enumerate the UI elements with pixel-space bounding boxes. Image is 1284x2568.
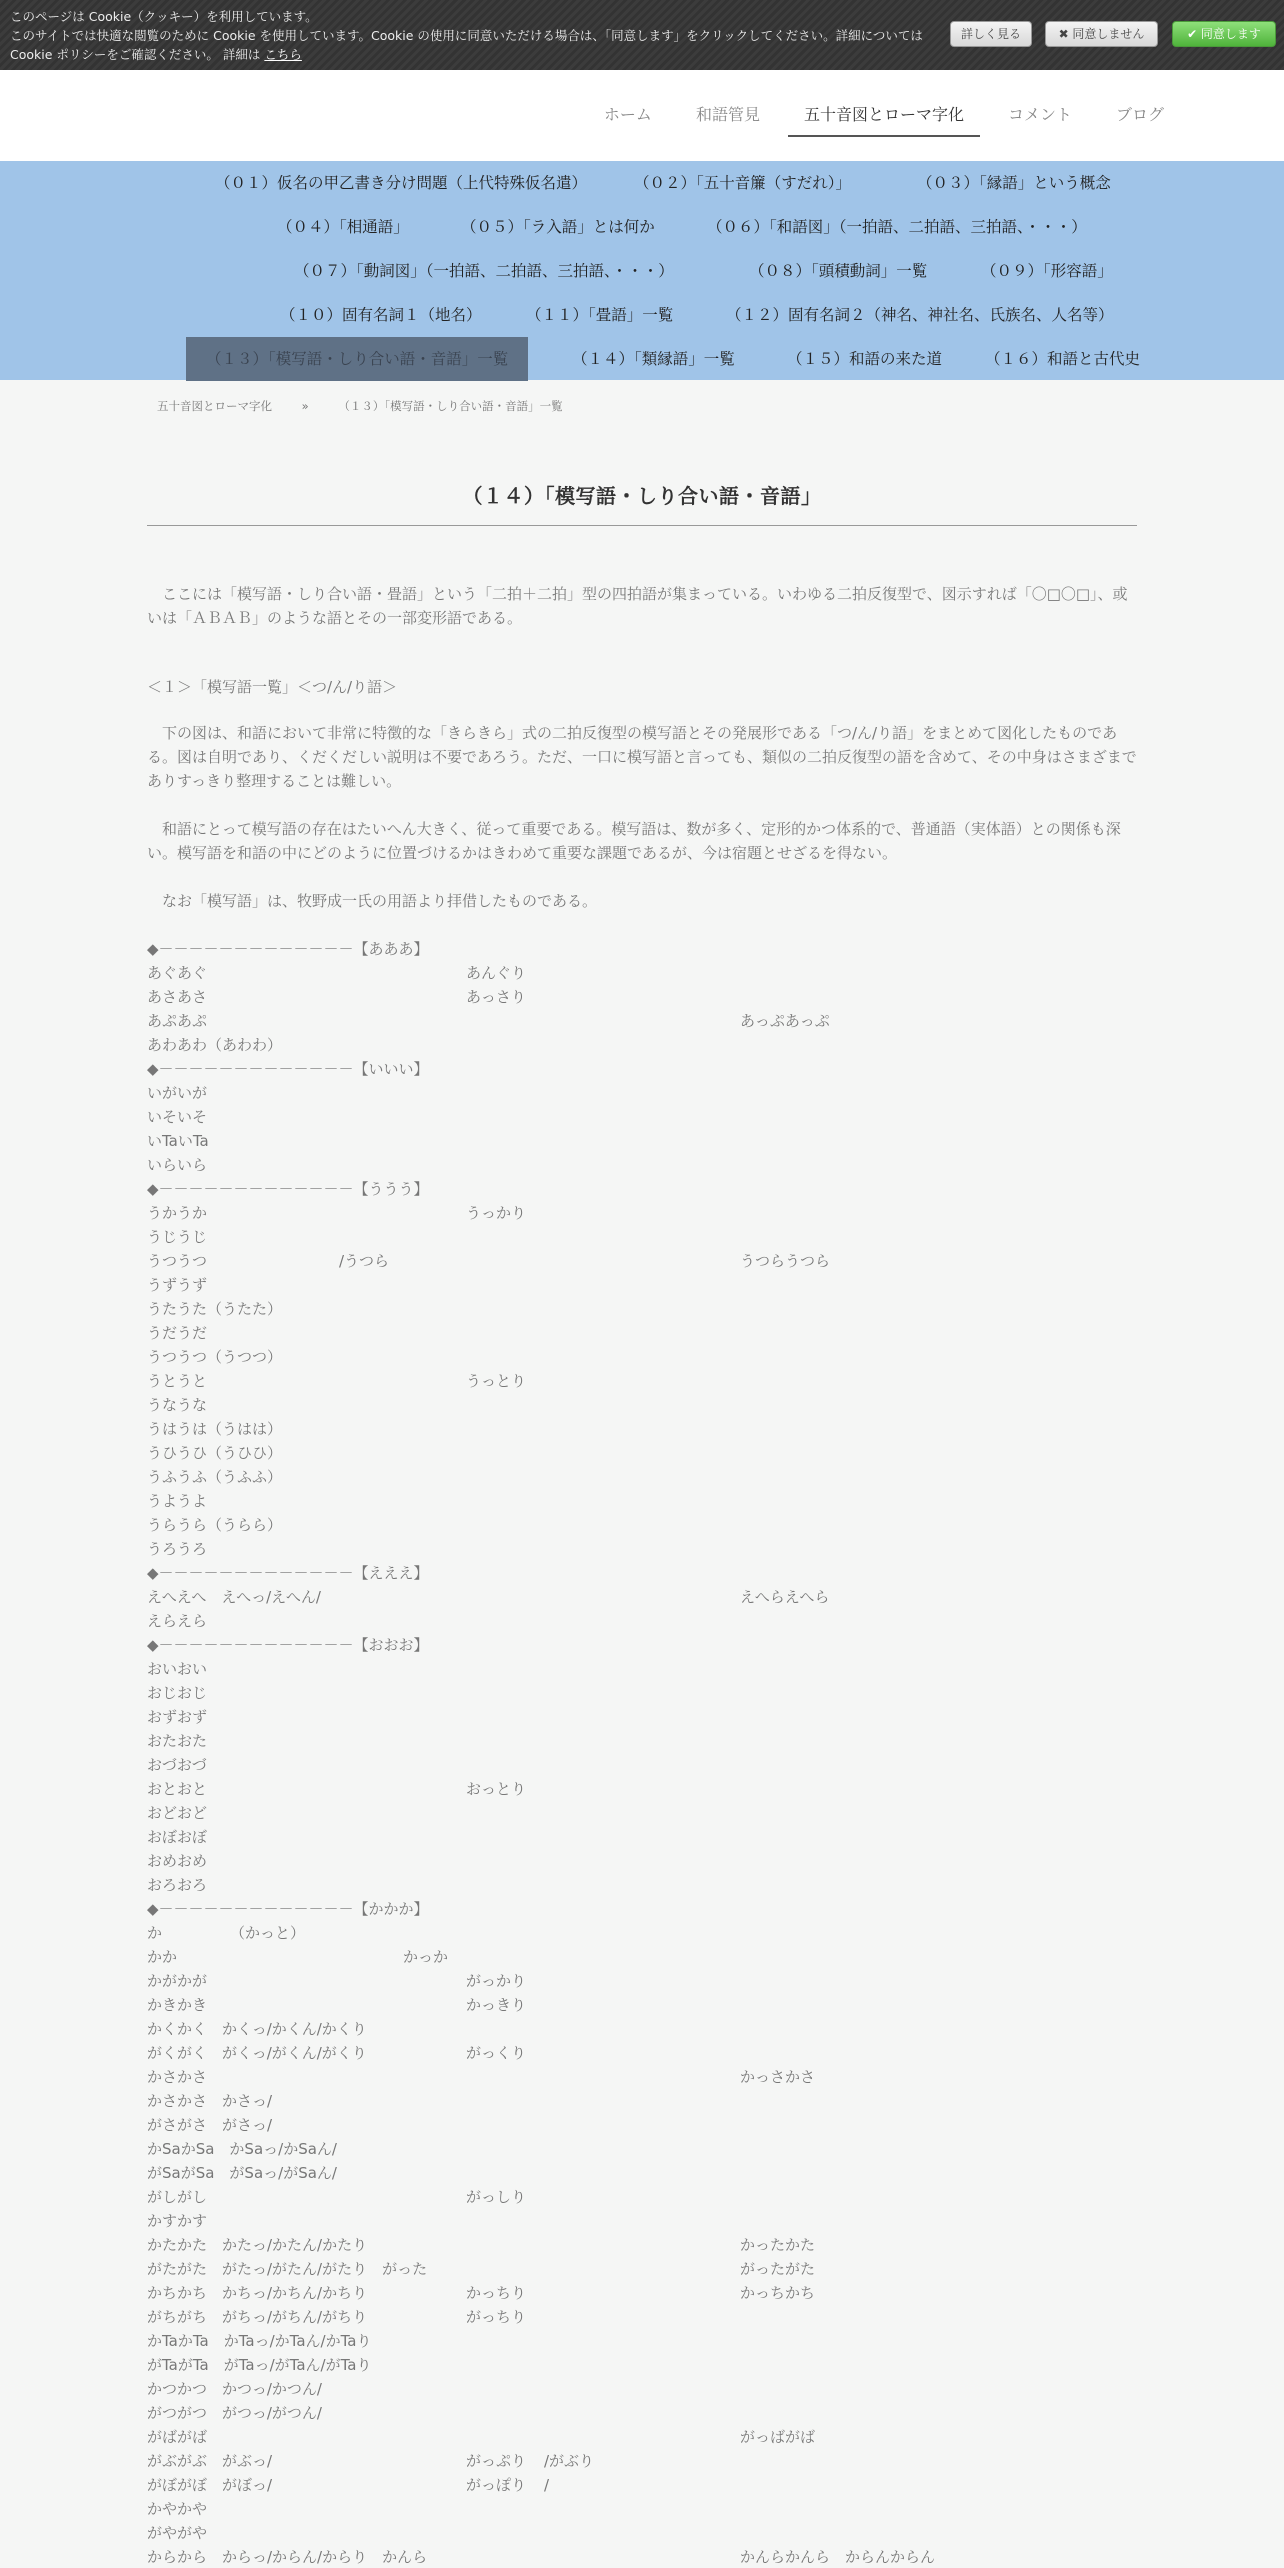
subnav-item-15[interactable]: （１５）和語の来た道 (787, 350, 943, 368)
word-row (147, 1825, 1137, 1849)
word-row (147, 2065, 1137, 2089)
word-row (147, 1297, 1137, 1321)
nav-comment[interactable]: コメント (1007, 105, 1072, 124)
nav-gojuon[interactable]: 五十音図とローマ字化 (788, 103, 980, 137)
word-group-header: ◆－－－－－－－－－－－－－【いいい】 (147, 1060, 429, 1078)
word-row (147, 1321, 1137, 1345)
word-entry: かきかき (147, 1996, 208, 2014)
word-entry: （かっと） (230, 1924, 306, 1942)
word-entry: がSaがSa がSaっ/がSaん/ (147, 2164, 337, 2182)
word-row (147, 1441, 1137, 1465)
word-entry: がやがや (147, 2524, 208, 2542)
word-entry: がっぷり (466, 2452, 527, 2470)
word-entry: えへらえへら (740, 1588, 830, 1606)
word-entry: おとおと (147, 1780, 208, 1798)
word-entry: うろうろ (147, 1540, 208, 1558)
sub-nav (0, 161, 1284, 380)
word-row (147, 2113, 1137, 2137)
word-row (147, 1729, 1137, 1753)
word-entry: いがいが (147, 1084, 208, 1102)
word-entry: あさあさ (147, 988, 208, 1006)
word-entry: おぼおぼ (147, 1828, 208, 1846)
subnav-item-04[interactable]: （０４）「相通語」 (277, 218, 409, 236)
nav-blog[interactable]: ブログ (1115, 105, 1164, 124)
word-entry: あっぷあっぷ (740, 1012, 830, 1030)
word-row (147, 937, 1137, 961)
word-entry: あぐあぐ (147, 964, 208, 982)
word-row (147, 1273, 1137, 1297)
word-row (147, 1369, 1137, 1393)
word-entry: がぶがぶ がぶっ/ (147, 2452, 273, 2470)
intro-paragraph: ここには「模写語・しり合い語・畳語」という「二拍＋二拍」型の四拍語が集まっている。いわゆる二拍反復型で、図示すれば「〇□〇□」、或いは「ＡＢＡＢ」のような語とその一部変形語である。 (147, 585, 1128, 627)
word-entry: おどおど (147, 1804, 208, 1822)
subnav-item-09[interactable]: （０９）「形容語」 (981, 262, 1113, 280)
word-entry: かっちり (466, 2284, 527, 2302)
word-row (147, 2545, 1137, 2568)
word-entry: おっとり (466, 1780, 527, 1798)
word-row (147, 2521, 1137, 2545)
word-row (147, 1633, 1137, 1657)
word-row (147, 1513, 1137, 1537)
word-row (147, 1969, 1137, 1993)
subnav-item-05[interactable]: （０５）「ラ入語」とは何か (461, 218, 655, 236)
word-entry: がったがた (740, 2260, 816, 2278)
word-row (147, 1705, 1137, 1729)
word-entry: あわあわ（あわわ） (147, 1036, 283, 1054)
word-row (147, 2377, 1137, 2401)
subnav-item-11[interactable]: （１１）「畳語」一覧 (526, 306, 674, 324)
word-row (147, 1105, 1137, 1129)
nav-home[interactable]: ホーム (603, 105, 652, 124)
word-row (147, 1777, 1137, 1801)
subnav-item-03[interactable]: （０３）「縁語」という概念 (917, 174, 1111, 192)
word-row (147, 1201, 1137, 1225)
word-row (147, 2329, 1137, 2353)
word-entry: がぼがぼ がぼっ/ (147, 2476, 273, 2494)
word-entry: あんぐり (466, 964, 527, 982)
word-row (147, 1849, 1137, 1873)
site-header (0, 70, 1284, 161)
word-entry: がっばがば (740, 2428, 816, 2446)
word-row (147, 2017, 1137, 2041)
word-entry: おめおめ (147, 1852, 208, 1870)
word-row (147, 1177, 1137, 1201)
word-row (147, 961, 1137, 985)
word-entry: うかうか (147, 1204, 208, 1222)
word-entry: がつがつ がつっ/がつん/ (147, 2404, 322, 2422)
word-entry: かたかた かたっ/かたん/かたり (147, 2236, 368, 2254)
word-entry: がたがた がたっ/がたん/がたり がった (147, 2260, 428, 2278)
word-row (147, 1417, 1137, 1441)
word-row (147, 1585, 1137, 1609)
section-heading: ＜１＞「模写語一覧」＜つ/ん/り語＞ (147, 678, 398, 696)
word-row (147, 1897, 1137, 1921)
word-entry: がっくり (466, 2044, 527, 2062)
word-row (147, 1153, 1137, 1177)
word-entry: からから からっ/からん/からり かんら (147, 2548, 428, 2566)
word-row (147, 1129, 1137, 1153)
word-entry: がさがさ がさっ/ (147, 2116, 273, 2134)
word-entry: かか (147, 1948, 178, 1966)
word-entry: かんらかんら からんからん (740, 2548, 936, 2566)
word-row (147, 1345, 1137, 1369)
word-row (147, 2425, 1137, 2449)
breadcrumb-parent[interactable]: 五十音図とローマ字化 (157, 399, 272, 413)
breadcrumb-separator: » (301, 399, 309, 413)
word-row (147, 1033, 1137, 1057)
word-entry: かっきり (466, 1996, 527, 2014)
word-row (147, 1465, 1137, 1489)
cookie-bar (0, 0, 1284, 70)
subnav-item-12[interactable]: （１２）固有名詞２（神名、神社名、氏族名、人名等） (726, 306, 1114, 324)
subnav-item-01[interactable]: （０１）仮名の甲乙書き分け問題（上代特殊仮名遣） (215, 174, 588, 192)
word-entry: うふうふ（うふふ） (147, 1468, 283, 1486)
word-row (147, 2353, 1137, 2377)
word-row (147, 1537, 1137, 1561)
word-entry: かっさかさ (740, 2068, 816, 2086)
word-row (147, 1057, 1137, 1081)
word-entry: かっか (403, 1948, 449, 1966)
word-entry: おたおた (147, 1732, 208, 1750)
subnav-item-14[interactable]: （１４）「類縁語」一覧 (572, 350, 735, 368)
word-entry: がっかり (466, 1972, 527, 1990)
word-entry: がっぽり (466, 2476, 527, 2494)
word-group-header: ◆－－－－－－－－－－－－－【あああ】 (147, 940, 429, 958)
word-entry: かがかが (147, 1972, 208, 1990)
word-entry: かTaかTa かTaっ/かTaん/かTaり (147, 2332, 372, 2350)
word-entry: うっかり (466, 1204, 527, 1222)
word-row (147, 2185, 1137, 2209)
word-row (147, 1801, 1137, 1825)
breadcrumb (157, 398, 589, 414)
word-entry: うらうら（うらら） (147, 1516, 283, 1534)
word-entry: あぷあぷ (147, 1012, 208, 1030)
cookie-agree-button[interactable]: ✔ 同意します (1172, 21, 1276, 47)
word-row (147, 1873, 1137, 1897)
word-entry: うつらうつら (740, 1252, 831, 1270)
cookie-text (10, 7, 940, 64)
word-row (147, 2089, 1137, 2113)
word-entry: かちかち かちっ/かちん/かちり (147, 2284, 368, 2302)
cookie-decline-button[interactable]: ✖ 同意しません (1045, 21, 1158, 47)
word-row (147, 2449, 1137, 2473)
word-entry: かっちかち (740, 2284, 816, 2302)
cookie-line2 (10, 26, 940, 64)
cookie-line1: このページは Cookie（クッキー）を利用しています。 (10, 9, 318, 24)
word-entry: がっちり (466, 2308, 527, 2326)
word-entry: うひうひ（うひひ） (147, 1444, 283, 1462)
word-row (147, 2257, 1137, 2281)
word-row (147, 1945, 1137, 1969)
word-entry: がっしり (466, 2188, 527, 2206)
word-list (147, 937, 1137, 2568)
word-entry: かSaかSa かSaっ/かSaん/ (147, 2140, 337, 2158)
word-group-header: ◆－－－－－－－－－－－－－【えええ】 (147, 1564, 429, 1582)
subnav-item-08[interactable]: （０８）「頭積動詞」一覧 (749, 262, 928, 280)
word-entry: がくがく がくっ/がくん/がくり (147, 2044, 367, 2062)
word-row (147, 1249, 1137, 1273)
word-entry: おいおい (147, 1660, 208, 1678)
word-entry: がしがし (147, 2188, 208, 2206)
word-entry: かやかや (147, 2500, 208, 2518)
word-group-header: ◆－－－－－－－－－－－－－【ううう】 (147, 1180, 429, 1198)
word-entry: うつうつ (147, 1252, 208, 1270)
word-entry: いらいら (147, 1156, 208, 1174)
subnav-item-02[interactable]: （０２）「五十音簾（すだれ）」 (634, 174, 852, 192)
word-row (147, 2161, 1137, 2185)
subnav-item-16[interactable]: （１６）和語と古代史 (985, 350, 1141, 368)
word-row (147, 2305, 1137, 2329)
cookie-line2-text: このサイトでは快適な閲覧のために Cookie を使用しています。Cookie の使用に同意いただける場合は、「同意します」をクリックしてください。詳細については Cookie ポリシーをご確認ください。 詳細は (10, 28, 923, 62)
word-entry: / (544, 2476, 550, 2494)
word-entry: がTaがTa がTaっ/がTaん/がTaり (147, 2356, 372, 2374)
word-row (147, 1081, 1137, 1105)
word-row (147, 1753, 1137, 1777)
word-entry: うたうた（うたた） (147, 1300, 283, 1318)
word-entry: えらえら (147, 1612, 208, 1630)
word-entry: /うつら (339, 1252, 390, 1270)
word-row (147, 1681, 1137, 1705)
word-row (147, 1489, 1137, 1513)
word-entry: かくかく かくっ/かくん/かくり (147, 2020, 367, 2038)
body-paragraph-2: 和語にとって模写語の存在はたいへん大きく、従って重要である。模写語は、数が多く、定形的かつ体系的で、普通語（実体語）との関係も深い。模写語を和語の中にどのように位置づけるかはきわめて重要な課題であるが、今は宿題とせざるを得ない。 (147, 820, 1121, 862)
word-row (147, 1657, 1137, 1681)
word-entry: えへえへ えへっ/えへん/ (147, 1588, 321, 1606)
word-entry: あっさり (466, 988, 526, 1006)
breadcrumb-current: （１３）「模写語・しり合い語・音語」一覧 (338, 399, 563, 413)
word-entry: うはうは（うはは） (147, 1420, 283, 1438)
word-entry: かつかつ かつっ/かつん/ (147, 2380, 322, 2398)
word-entry: か (147, 1924, 163, 1942)
word-row (147, 2401, 1137, 2425)
word-group-header: ◆－－－－－－－－－－－－－【おおお】 (147, 1636, 429, 1654)
word-row (147, 2281, 1137, 2305)
word-row (147, 2209, 1137, 2233)
subnav-item-06[interactable]: （０６）「和語図」（一拍語、二拍語、三拍語、・・・） (707, 218, 1087, 236)
word-row (147, 1393, 1137, 1417)
body-paragraph-1: 下の図は、和語において非常に特徴的な「きらきら」式の二拍反復型の模写語とその発展形である「つ/ん/り語」をまとめて図化したものである。図は自明であり、くだくだしい説明は不要であろう。ただ、一口に模写語と言っても、類似の二拍反復型の語を含めて、その中身はさまざまでありすっきり整理することは難しい。 (147, 724, 1137, 790)
word-row (147, 1225, 1137, 1249)
word-row (147, 2137, 1137, 2161)
word-row (147, 1009, 1137, 1033)
word-entry: おろおろ (147, 1876, 208, 1894)
word-entry: うようよ (147, 1492, 208, 1510)
word-entry: うとうと (147, 1372, 208, 1390)
word-row (147, 2473, 1137, 2497)
word-entry: がちがち がちっ/がちん/がちり (147, 2308, 368, 2326)
page-title: （１４）「模写語・しり合い語・音語」 (147, 480, 1137, 526)
main-content (147, 480, 1137, 2568)
word-entry: がばがば (147, 2428, 208, 2446)
word-row (147, 1993, 1137, 2017)
word-entry: いTaいTa (147, 1132, 209, 1150)
word-entry: /がぶり (544, 2452, 595, 2470)
word-row (147, 1609, 1137, 1633)
word-entry: うずうず (147, 1276, 208, 1294)
word-entry: おづおづ (147, 1756, 207, 1774)
body-paragraph-3: なお「模写語」は、牧野成一氏の用語より拝借したものである。 (162, 892, 598, 910)
word-entry: かすかす (147, 2212, 208, 2230)
word-entry: かさかさ (147, 2068, 208, 2086)
main-nav (576, 103, 1180, 137)
word-row (147, 2233, 1137, 2257)
word-row (147, 1921, 1137, 1945)
word-entry: かさかさ かさっ/ (147, 2092, 273, 2110)
word-entry: うじうじ (147, 1228, 208, 1246)
word-entry: いそいそ (147, 1108, 208, 1126)
cookie-more-button[interactable]: 詳しく見る (950, 21, 1032, 47)
cookie-policy-link[interactable]: こちら (264, 47, 302, 62)
word-entry: うっとり (466, 1372, 527, 1390)
word-row (147, 1561, 1137, 1585)
word-row (147, 2497, 1137, 2521)
subnav-item-10[interactable]: （１０）固有名詞１（地名） (280, 306, 482, 324)
word-row (147, 2041, 1137, 2065)
word-entry: おじおじ (147, 1684, 208, 1702)
word-entry: うだうだ (147, 1324, 208, 1342)
nav-wago[interactable]: 和語管見 (695, 105, 760, 124)
word-entry: おずおず (147, 1708, 208, 1726)
word-entry: うつうつ（うつつ） (147, 1348, 283, 1366)
word-entry: かったかた (740, 2236, 816, 2254)
word-entry: うなうな (147, 1396, 208, 1414)
word-group-header: ◆－－－－－－－－－－－－－【かかか】 (147, 1900, 429, 1918)
word-row (147, 985, 1137, 1009)
subnav-item-13[interactable]: （１３）「模写語・しり合い語・音語」一覧 (186, 337, 528, 381)
subnav-item-07[interactable]: （０７）「動詞図」（一拍語、二拍語、三拍語、・・・） (294, 262, 674, 280)
